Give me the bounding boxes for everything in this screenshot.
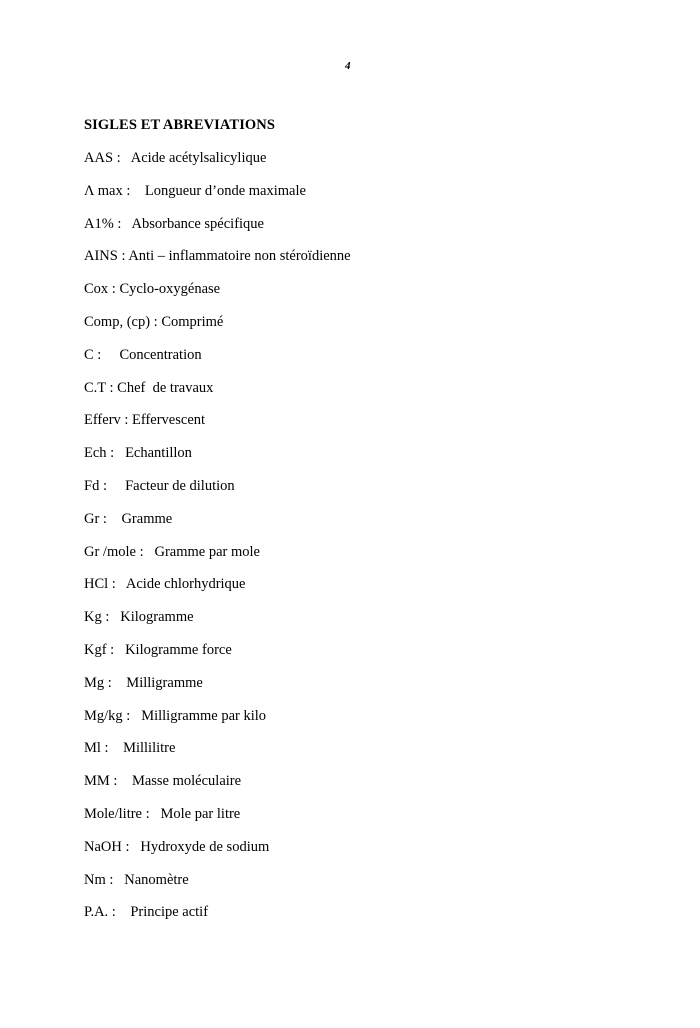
list-item: NaOH : Hydroxyde de sodium [84,838,270,855]
list-item: Kgf : Kilogramme force [84,641,232,658]
list-item: AAS : Acide acétylsalicylique [84,150,267,166]
list-item: Gr : Gramme [84,510,173,527]
page-number: 4 [345,60,351,72]
list-item: Ech : Echantillon [84,445,192,462]
list-item: Mg : Milligramme [84,674,203,691]
list-item: A1% : Absorbance spécifique [84,215,264,232]
list-item: HCl : Acide chlorhydrique [84,576,246,593]
list-item: Nm : Nanomètre [84,871,189,888]
abbreviation-list [84,150,351,937]
list-item: Comp, (cp) : Comprimé [84,313,224,330]
list-item: Efferv : Effervescent [84,412,206,429]
list-item: Ml : Millilitre [84,740,176,757]
list-item: Cox : Cyclo-oxygénase [84,281,221,298]
list-item: Kg : Kilogramme [84,609,194,626]
list-item: C : Concentration [84,346,202,363]
list-item: Mole/litre : Mole par litre [84,805,241,822]
list-item: Λ max : Longueur d’onde maximale [84,182,306,199]
list-item: MM : Masse moléculaire [84,773,242,790]
list-item: C.T : Chef de travaux [84,379,214,396]
list-item: Mg/kg : Milligramme par kilo [84,707,267,724]
list-item: AINS : Anti – inflammatoire non stéroïdienne [84,248,351,265]
list-item: Fd : Facteur de dilution [84,477,235,494]
list-item: Gr /mole : Gramme par mole [84,543,260,560]
page-title: SIGLES ET ABREVIATIONS [84,117,276,133]
list-item: P.A. : Principe actif [84,904,209,921]
